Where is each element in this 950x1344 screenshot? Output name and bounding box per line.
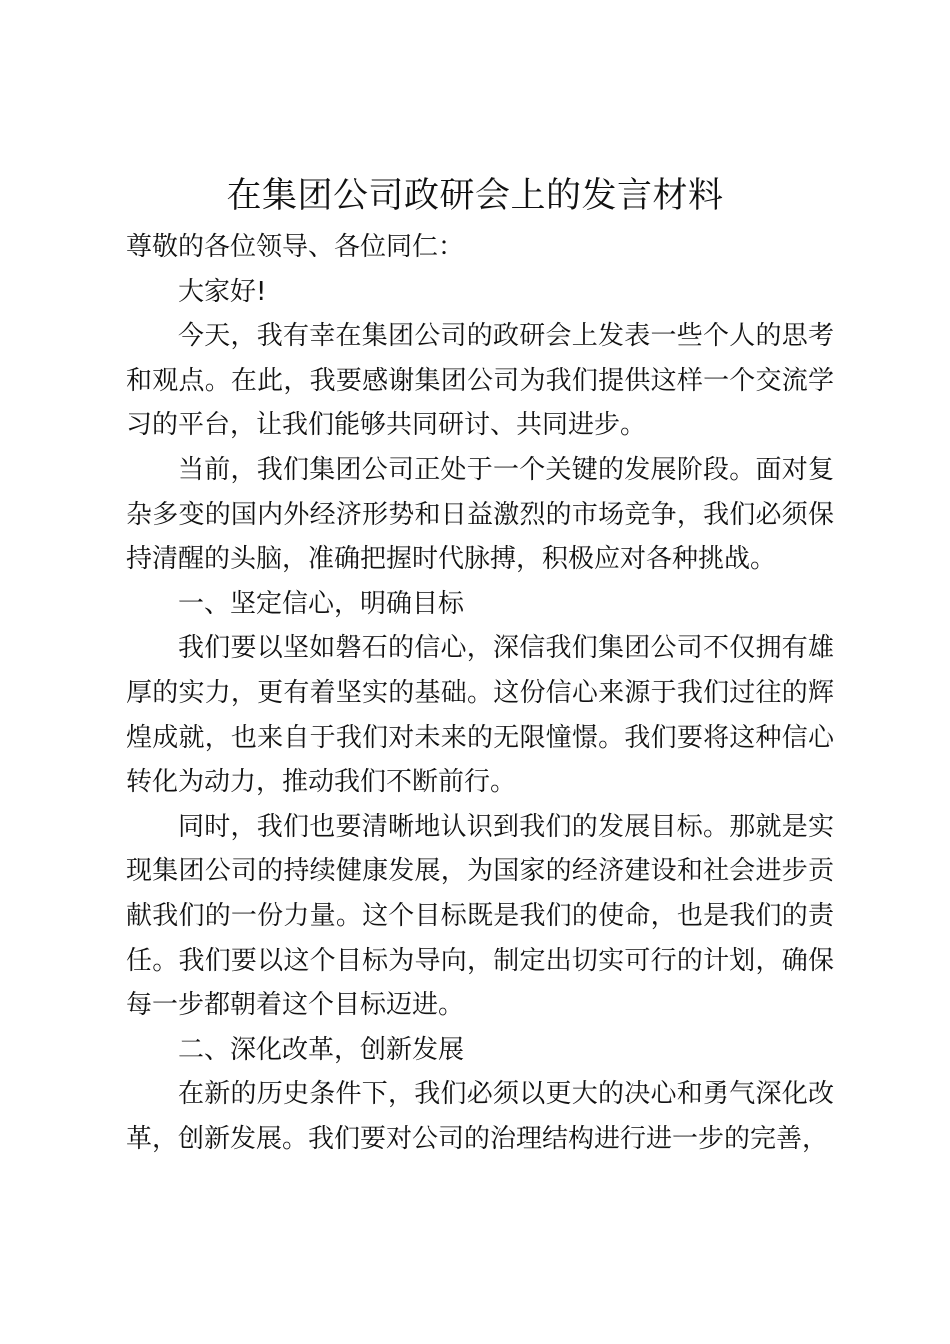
section-2-paragraph-1: 在新的历史条件下，我们必须以更大的决心和勇气深化改革，创新发展。我们要对公司的治理结构进行进一步的完善，: [126, 1079, 834, 1154]
intro-paragraph-2: 当前，我们集团公司正处于一个关键的发展阶段。面对复杂多变的国内外经济形势和日益激烈的市场竞争，我们必须保持清醒的头脑，准确把握时代脉搏，积极应对各种挑战。: [126, 454, 834, 575]
section-1-heading: 一、坚定信心，明确目标: [178, 588, 465, 619]
section-2-heading: 二、深化改革，创新发展: [178, 1034, 465, 1065]
document-body: [126, 225, 834, 1161]
salutation: 尊敬的各位领导、各位同仁：: [126, 232, 465, 262]
greeting: 大家好!: [178, 276, 267, 307]
section-1-paragraph-2: 同时，我们也要清晰地认识到我们的发展目标。那就是实现集团公司的持续健康发展，为国家的经济建设和社会进步贡献我们的一份力量。这个目标既是我们的使命，也是我们的责任。我们要以这个目标为导向，制定出切实可行的计划，确保每一步都朝着这个目标迈进。: [126, 811, 834, 1021]
section-1-paragraph-1: 我们要以坚如磐石的信心，深信我们集团公司不仅拥有雄厚的实力，更有着坚实的基础。这份信心来源于我们过往的辉煌成就，也来自于我们对未来的无限憧憬。我们要将这种信心转化为动力，推动我们不断前行。: [126, 633, 834, 798]
document-title: 在集团公司政研会上的发言材料: [226, 176, 724, 216]
intro-paragraph-1: 今天，我有幸在集团公司的政研会上发表一些个人的思考和观点。在此，我要感谢集团公司为我们提供这样一个交流学习的平台，让我们能够共同研讨、共同进步。: [126, 321, 834, 441]
